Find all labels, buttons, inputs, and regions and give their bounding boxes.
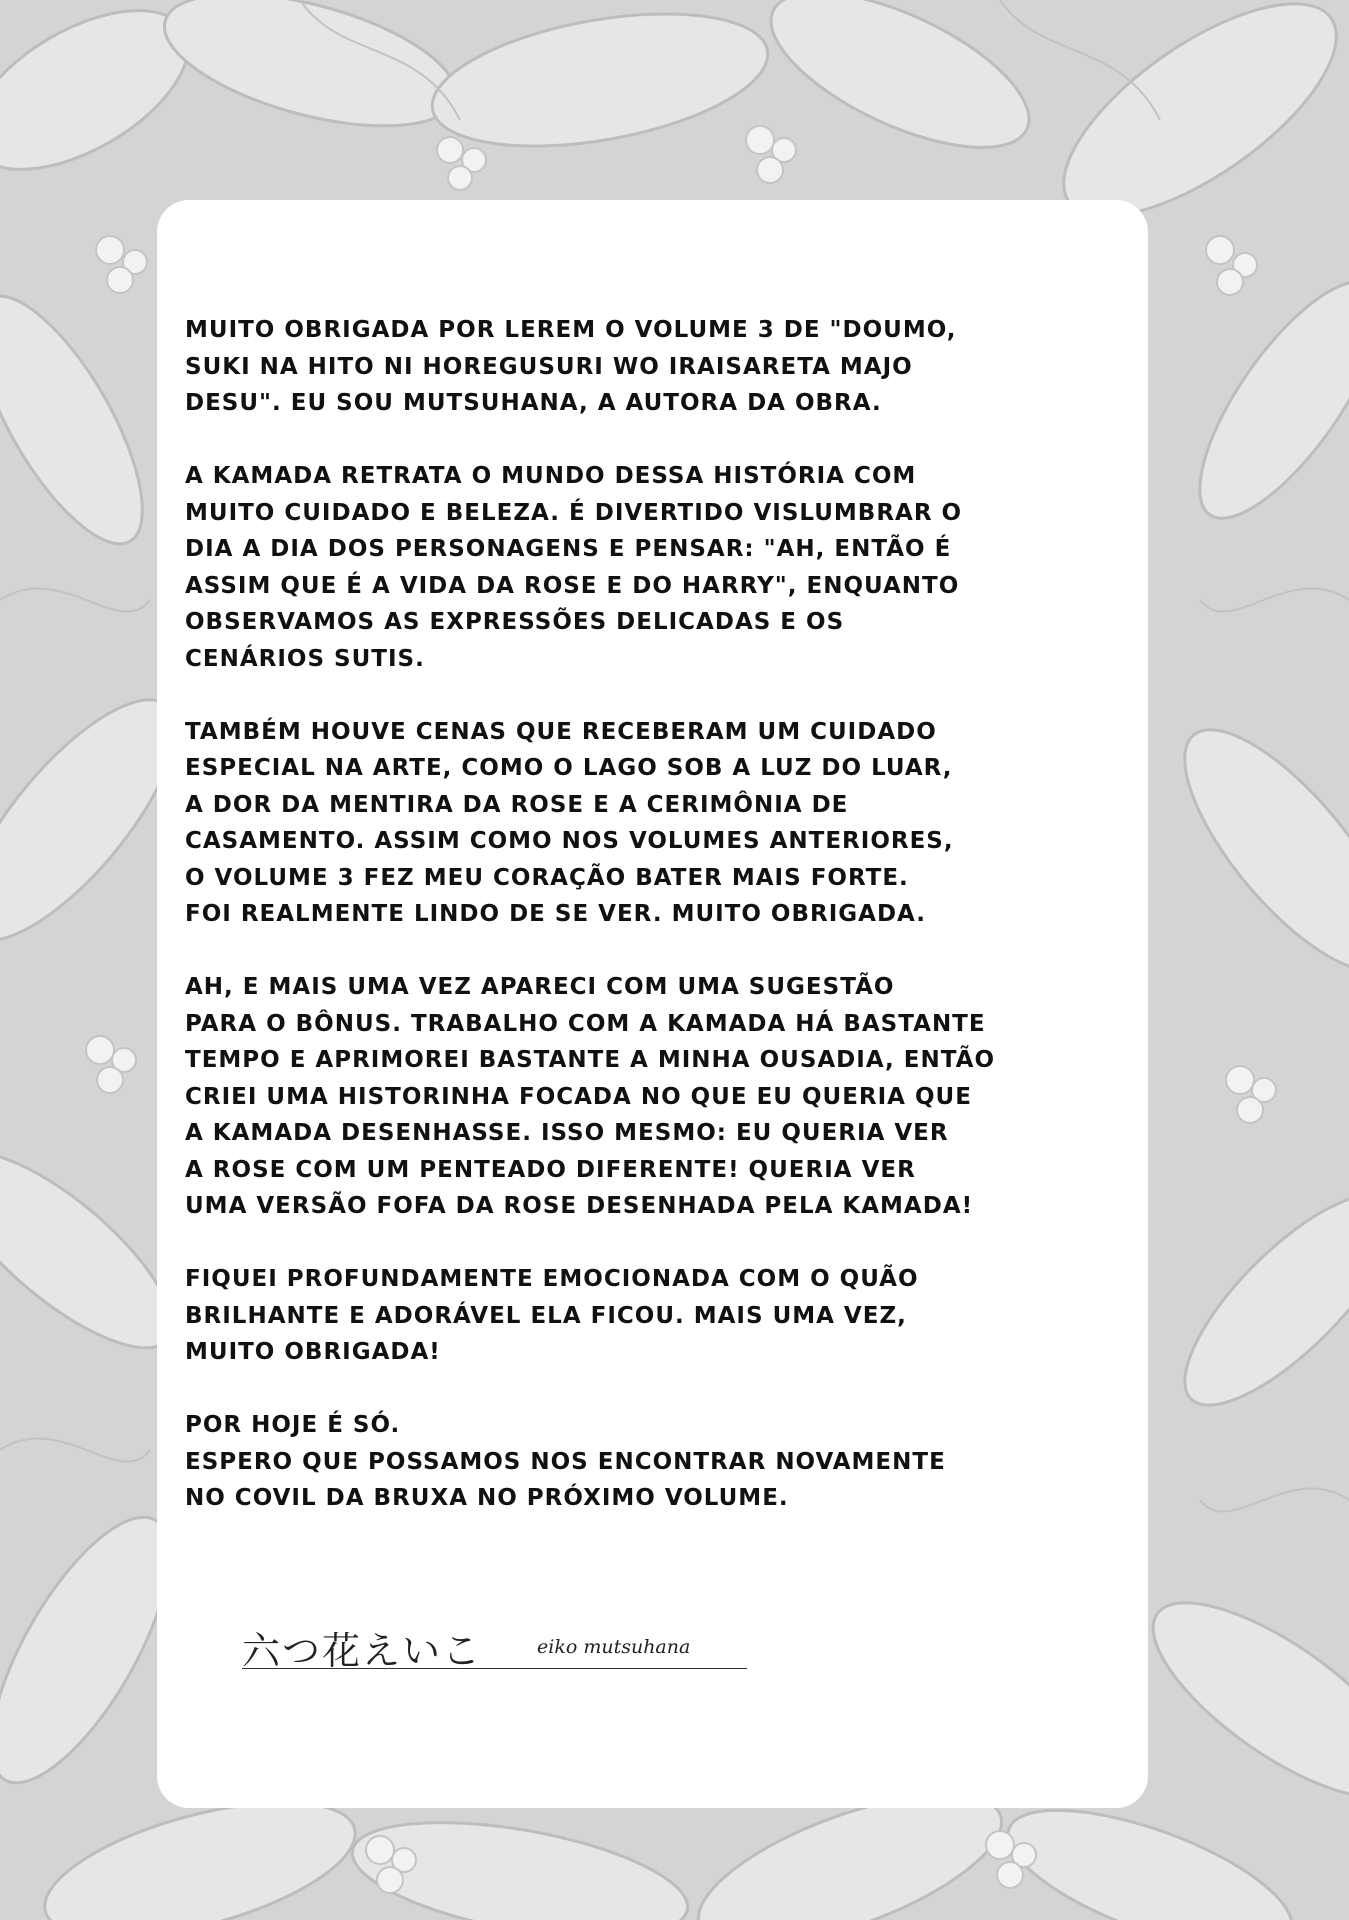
text-line: ASSIM QUE É A VIDA DA ROSE E DO HARRY", ENQUANTO (185, 572, 960, 599)
paragraph-4 (185, 969, 1120, 1225)
text-line: O VOLUME 3 FEZ MEU CORAÇÃO BATER MAIS FORTE. (185, 864, 909, 891)
afterword-text (185, 312, 1120, 1553)
signature-romaji: eiko mutsuhana (537, 1636, 691, 1658)
text-line: A ROSE COM UM PENTEADO DIFERENTE! QUERIA VER (185, 1156, 916, 1183)
text-line: MUITO OBRIGADA POR LEREM O VOLUME 3 DE "DOUMO, (185, 317, 957, 343)
text-line: A KAMADA RETRATA O MUNDO DESSA HISTÓRIA COM (185, 463, 917, 489)
text-line: TEMPO E APRIMOREI BASTANTE A MINHA OUSADIA, ENTÃO (185, 1047, 996, 1073)
text-line: FIQUEI PROFUNDAMENTE EMOCIONADA COM O QUÃO (185, 1266, 919, 1292)
paragraph-2 (185, 458, 1120, 677)
author-signature (242, 1618, 747, 1673)
text-line: SUKI NA HITO NI HOREGUSURI WO IRAISARETA MAJO (185, 353, 913, 380)
text-line: POR HOJE É SÓ. (185, 1412, 401, 1438)
text-line: PARA O BÔNUS. TRABALHO COM A KAMADA HÁ BASTANTE (185, 1010, 986, 1037)
text-line: BRILHANTE E ADORÁVEL ELA FICOU. MAIS UMA VEZ, (185, 1302, 907, 1329)
text-line: ESPECIAL NA ARTE, COMO O LAGO SOB A LUZ DO LUAR, (185, 755, 953, 781)
text-line: CENÁRIOS SUTIS. (185, 645, 425, 672)
signature-japanese: 六つ花えいこ (242, 1629, 483, 1673)
text-line: CASAMENTO. ASSIM COMO NOS VOLUMES ANTERIORES, (185, 828, 954, 854)
text-line: DIA A DIA DOS PERSONAGENS E PENSAR: "AH, ENTÃO É (185, 536, 952, 562)
paragraph-6 (185, 1407, 1120, 1517)
text-line: CRIEI UMA HISTORINHA FOCADA NO QUE EU QUERIA QUE (185, 1083, 972, 1110)
text-line: ESPERO QUE POSSAMOS NOS ENCONTRAR NOVAMENTE (185, 1448, 946, 1475)
text-line: A KAMADA DESENHASSE. ISSO MESMO: EU QUERIA VER (185, 1120, 949, 1146)
letter-panel (157, 200, 1148, 1808)
text-line: FOI REALMENTE LINDO DE SE VER. MUITO OBRIGADA. (185, 901, 927, 927)
text-line: MUITO CUIDADO E BELEZA. É DIVERTIDO VISLUMBRAR O (185, 499, 963, 526)
text-line: OBSERVAMOS AS EXPRESSÕES DELICADAS E OS (185, 609, 845, 635)
text-line: AH, E MAIS UMA VEZ APARECI COM UMA SUGESTÃO (185, 974, 895, 1000)
paragraph-1 (185, 312, 1120, 422)
text-line: NO COVIL DA BRUXA NO PRÓXIMO VOLUME. (185, 1485, 789, 1511)
text-line: UMA VERSÃO FOFA DA ROSE DESENHADA PELA KAMADA! (185, 1193, 974, 1219)
paragraph-5 (185, 1261, 1120, 1371)
text-line: TAMBÉM HOUVE CENAS QUE RECEBERAM UM CUIDADO (185, 718, 937, 745)
text-line: DESU". EU SOU MUTSUHANA, A AUTORA DA OBRA. (185, 390, 882, 416)
text-line: MUITO OBRIGADA! (185, 1339, 441, 1365)
text-line: A DOR DA MENTIRA DA ROSE E A CERIMÔNIA DE (185, 791, 849, 818)
paragraph-3 (185, 714, 1120, 933)
